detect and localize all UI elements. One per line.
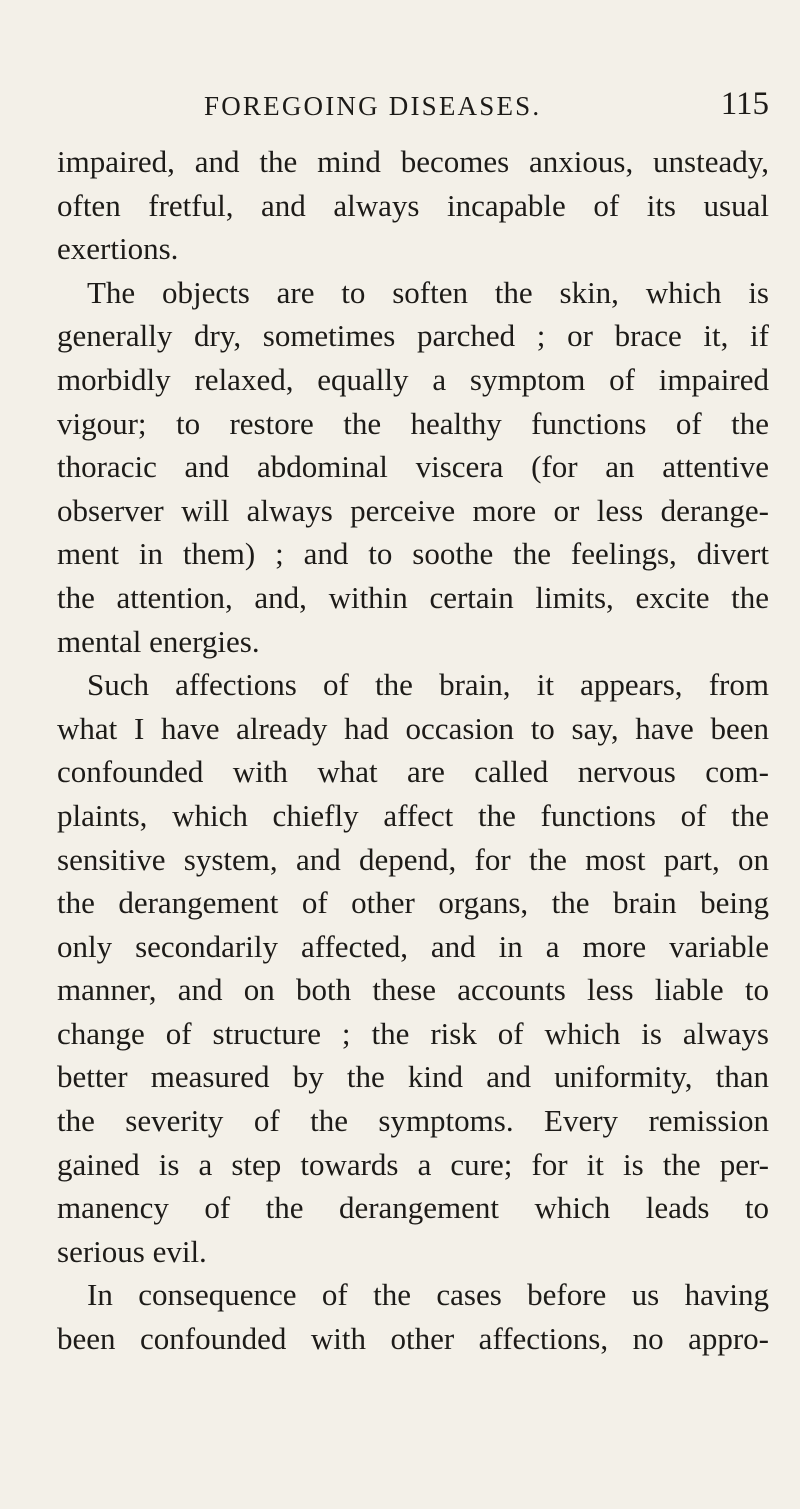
text-line: manency of the derangement which leads to bbox=[57, 1190, 769, 1226]
text-line: the derangement of other organs, the brain being bbox=[57, 885, 769, 921]
text-line: The objects are to soften the skin, which is bbox=[87, 274, 769, 310]
text-line: only secondarily affected, and in a more variable bbox=[57, 928, 769, 964]
text-line: often fretful, and always incapable of its usual bbox=[57, 187, 769, 223]
text-line: vigour; to restore the healthy functions of the bbox=[57, 405, 769, 441]
text-line: impaired, and the mind becomes anxious, unsteady, bbox=[57, 144, 769, 179]
text-line: serious evil. bbox=[57, 1233, 207, 1269]
running-title: FOREGOING DISEASES. bbox=[204, 91, 542, 121]
text-line: ment in them) ; and to soothe the feelings, divert bbox=[57, 536, 769, 572]
page-number: 115 bbox=[720, 86, 769, 122]
text-line: mental energies. bbox=[57, 623, 260, 659]
text-line: plaints, which chiefly affect the functions of the bbox=[57, 797, 769, 833]
text-line: manner, and on both these accounts less liable to bbox=[57, 972, 769, 1008]
text-line: what I have already had occasion to say, have been bbox=[57, 710, 769, 746]
running-head bbox=[204, 86, 769, 126]
text-line: change of structure ; the risk of which is always bbox=[57, 1015, 769, 1051]
text-line: gained is a step towards a cure; for it is the per- bbox=[57, 1146, 769, 1182]
text-line: Such affections of the brain, it appears, from bbox=[87, 667, 769, 703]
text-line: observer will always perceive more or less derange- bbox=[57, 492, 769, 528]
text-line: the severity of the symptoms. Every remission bbox=[57, 1103, 769, 1139]
text-line: morbidly relaxed, equally a symptom of impaired bbox=[57, 361, 769, 397]
text-line: confounded with what are called nervous com- bbox=[57, 754, 769, 790]
text-line: sensitive system, and depend, for the most part, on bbox=[57, 841, 769, 877]
text-line: better measured by the kind and uniformity, than bbox=[57, 1059, 769, 1095]
text-line: exertions. bbox=[57, 231, 179, 267]
text-line: generally dry, sometimes parched ; or brace it, if bbox=[57, 318, 769, 354]
text-line: thoracic and abdominal viscera (for an attentive bbox=[57, 449, 769, 485]
text-line: In consequence of the cases before us having bbox=[87, 1277, 769, 1313]
body-text bbox=[57, 140, 769, 1361]
text-line: been confounded with other affections, no appro- bbox=[57, 1321, 769, 1357]
text-line: the attention, and, within certain limits, excite the bbox=[57, 579, 769, 615]
